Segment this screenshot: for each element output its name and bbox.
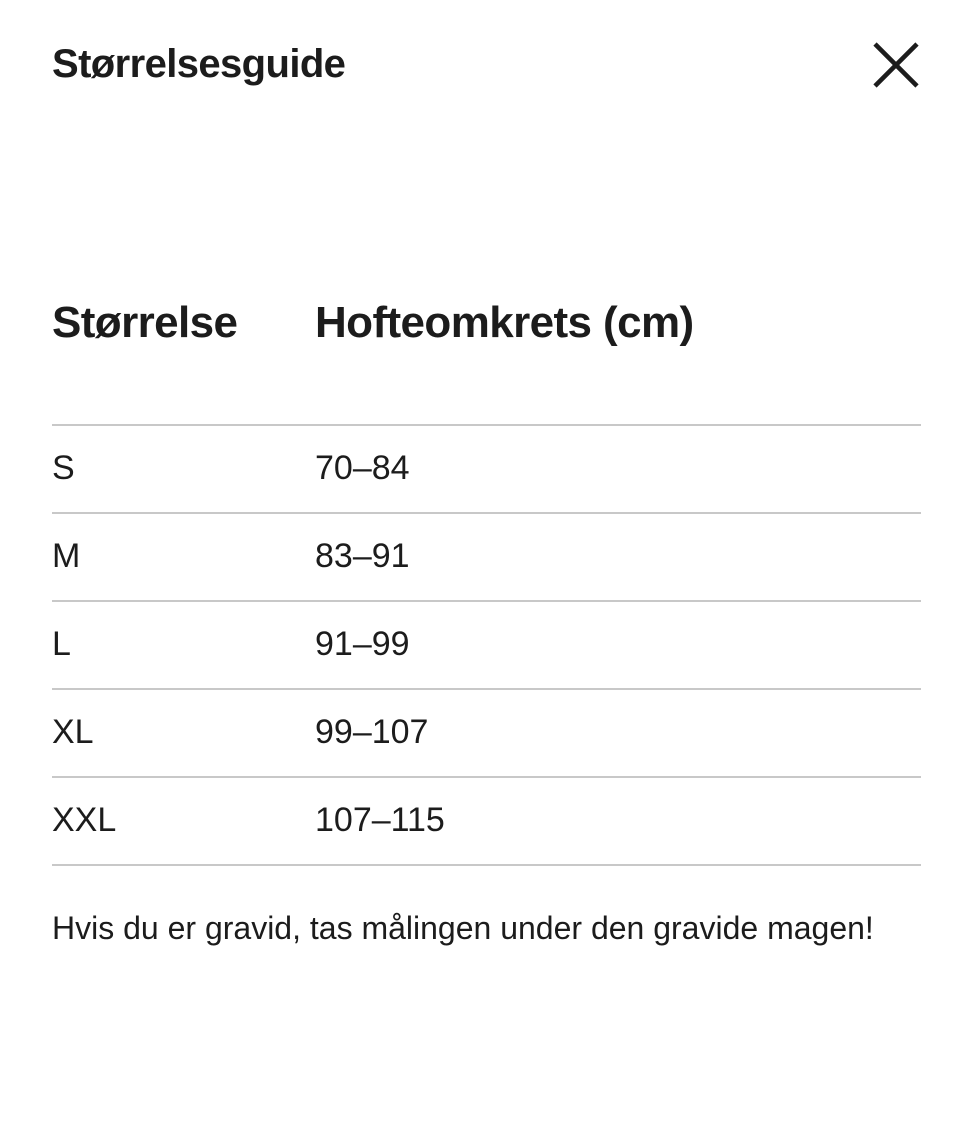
- column-header-size: Størrelse: [52, 298, 238, 347]
- close-button[interactable]: [871, 40, 921, 90]
- size-cell: M: [52, 537, 81, 576]
- page-title: Størrelsesguide: [52, 42, 346, 86]
- range-cell: 70–84: [315, 449, 410, 488]
- range-cell: 99–107: [315, 713, 429, 752]
- size-cell: S: [52, 449, 75, 488]
- size-cell: XL: [52, 713, 94, 752]
- close-icon: [871, 40, 921, 90]
- modal-header: [52, 40, 921, 90]
- column-header-hip-circumference: Hofteomkrets (cm): [315, 298, 694, 347]
- table-row: [52, 514, 921, 602]
- range-cell: 107–115: [315, 801, 445, 840]
- table-row: [52, 778, 921, 866]
- range-cell: 91–99: [315, 625, 410, 664]
- size-table: [52, 298, 921, 866]
- size-cell: XXL: [52, 801, 117, 840]
- table-header-row: [52, 298, 921, 426]
- table-row: [52, 426, 921, 514]
- pregnancy-note: Hvis du er gravid, tas målingen under den gravide magen!: [52, 909, 874, 946]
- size-cell: L: [52, 625, 71, 664]
- table-row: [52, 602, 921, 690]
- range-cell: 83–91: [315, 537, 410, 576]
- table-row: [52, 690, 921, 778]
